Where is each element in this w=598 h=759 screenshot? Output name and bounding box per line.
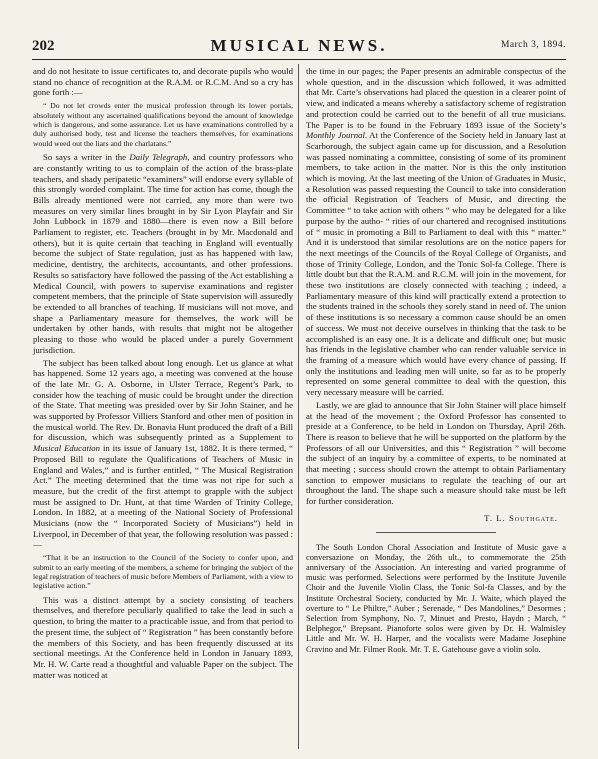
page-number: 202 <box>32 38 55 54</box>
issue-date: March 3, 1894. <box>500 40 566 50</box>
paragraph: The subject has been talked about long enough. Let us glance at what has happened. Some 12 years ago, a meeting was convened at the house of the late Mr. G. A. Osborne, in Ulster Terrace, Regent’s Park, to consider how the teaching of music could be brought under the direction of the State. That meeting was presided over by Sir John Stainer, and he was supported by Professor Villiers Stanford and other men of position in the musical world. The Rev. Dr. Bonavia Hunt produced the draft of a Bill for discussion, which was subsequently printed as a Supplement to Musical Education in its issue of January 1st, 1882. It is there termed, “ Proposed Bill to regulate the Qualifications of Teachers of Music in England and Wales,” and is further entitled, “ The Musical Registration Act.” The meeting determined that the time was not ripe for such a measure, but the credit of the first attempt to grapple with the subject must be assigned to Dr. Hunt, at that time Warden of Trinity College, London. In 1882, at a meeting of the National Society of Professional Musicians (now the “ Incorporated Society of Musicians”) held in Liverpool, in December of that year, the following resolution was passed :— <box>33 357 293 550</box>
section-divider <box>376 532 496 533</box>
paragraph: and do not hesitate to issue certificates to, and decorate pupils who would stand no chance of recognition at the R.A.M. or R.C.M. And so a cry has gone forth :— <box>33 66 293 98</box>
publication-name: Daily Telegraph <box>129 152 188 163</box>
paragraph: the time in our pages; the Paper presents an admirable conspectus of the whole question, and in the discussion which followed, it was admitted that Mr. Carte’s observations had placed the question in a clearer point of view, and indicated a means whereby a satisfactory scheme of registration and protection could be carried out to the benefit of all true musicians. The Paper is to be found in the February 1893 issue of the Society’s Monthly Journal. At the Conference of the Society held in January last at Scarborough, the subject again came up for discussion, and a Resolution was passed nominating a committee, consisting of some of its prominent members, to take action in the matter. Nor is this the only institution which is moving. At the last meeting of the Union of Graduates in Music, a Resolution was passed requesting the Council to take into consideration the official Registration of Teachers of Music, and directing the Committee “ to take action with others “ who may be delegated for a like purpose by the autho- “ rities of our chartered and recognised institutions of “ music in promoting a Bill to Parliament to deal with this “ matter.” And it is understood that similar resolutions are on the notice papers for the next meetings of the Councils of the Royal College of Organists, and those of Trinity College, London, and the Tonic Sol-fa College. There is little doubt but that the R.A.M. and R.C.M. will join in the movement, for these two institutions are closely connected with teaching ; indeed, a Parliamentary measure of this kind will practically extend a protection to the students trained in the schools they sorely stand in need of. The union of these institutions is so necessary a common cause should be an omen of success. We must not deceive ourselves in thinking that the task to be accomplished is an easy one. It is a delicate and difficult one; but music has friends in the legislative chamber who can render valuable service in the framing of a measure which would have every chance of passing. If only the institutions and leading men will unite, so far as to be properly represented on some general committee to deal with the question, this very necessary measure will be carried. <box>306 66 566 398</box>
paragraph: Lastly, we are glad to announce that Sir John Stainer will place himself at the head of the movement ; the Oxford Professor has consented to preside at a Conference, to be held in London on Thursday, April 26th. There is reason to believe that he will be supported on the platform by the Professors of all our Universities, and this “ Registration ” will become the subject of an inquiry by a committee of experts, to be nominated at that meeting ; success should crown the attempt to obtain Parliamentary sanction to empower musicians to regulate the teaching of our art throughout the land. The shape such a measure should take must be left for further consideration. <box>306 399 566 507</box>
publication-name: Musical Education <box>33 443 101 454</box>
quotation: “That it be an instruction to the Council of the Society to confer upon, and submit to an early meeting of the members, a scheme for bringing the subject of the legal registration of teachers of music before Members of Parliament, with a view to legislative action.” <box>33 553 293 591</box>
quotation: “ Do not let crowds enter the musical profession through its lower portals, absolutely without any ascertained qualifications beyond the amount of knowledge which is dangerous, and some assurance. Let us have examinations controlled by a duly authorised body, test and license the teachers themselves, for examinations would weed out the liars and the charlatans.” <box>33 101 293 148</box>
header-rule <box>32 59 566 60</box>
right-column <box>306 66 566 657</box>
page-header <box>32 36 566 58</box>
column-divider <box>298 64 299 749</box>
publication-name: Monthly Journal <box>306 130 365 141</box>
paragraph: This was a distinct attempt by a society consisting of teachers themselves, and therefore peculiarly qualified to take the lead in such a question, to bring the matter to a practicable issue, and from that period to the present time, the subject of “ Registration ” has been constantly before the members of this Society, and has been frequently discussed at its sectional meetings. At the Conference held in London in January 1893, Mr. H. W. Carte read a thoughtful and valuable Paper on the subject. The matter was noticed at <box>33 594 293 680</box>
left-column <box>33 66 293 682</box>
paragraph: So says a writer in the Daily Telegraph, and country professors who are constantly writing to us to complain of the action of the brass-plate teachers, and shady peripatetic “examiners” will endorse every syllable of this strongly worded complaint. The time for action has come, though the Bills already mentioned were not carried, any more than were two measures on very similar lines brought in by Sir Lyon Playfair and Sir John Lubbock in 1879 and 1880—there is even now a Bill before Parliament to register, etc. Teachers (brought in by Mr. Macdonald and others), but it is quite certain that teaching in England will eventually become the subject of State regulation, just as has happened with law, medicine, dentistry, the architects, accountants, and other professions. Results so satisfactory have followed the passing of the Act establishing a Medical Council, with powers to supervise examinations and register competent members, that the principle of State supervision will assuredly be extended to all branches of teaching. If musicians will not move, and shape a Parliamentary measure for themselves, the work will be undertaken by other hands, with results that might not be altogether pleasing to those who would be placed under a purely Government jurisdiction. <box>33 152 293 355</box>
author-signature: T. L. Southgate. <box>484 512 558 523</box>
news-item: The South London Choral Association and Institute of Music gave a conversazione on Monday, the 26th ult., to commemorate the 25th anniversary of the Association. An interesting and varied programme of music was performed. Selections were performed by the Institute Juvenile Choir and the Juvenile Violin Class, the Tonic Sol-fa Classes, and by the Institute Orchestral Society, conducted by Mr. J. Waite, which played the overture to “ Le Philtre,” Auber ; Serenade, “ Des Mandolines,” Desormes ; Selection from Symphony, No. 7, Minuet and Presto, Haydn ; March, “ Belphegor,” Brepsant. Pianoforte solos were given by Dr. H. Walmisley Little and Mr. W. H. Harper, and the vocalists were Madame Josephine Cravino and Mr. Filmer Rook. Mr. T. E. Gatehouse gave a violin solo. <box>306 542 566 654</box>
publication-title: MUSICAL NEWS. <box>210 36 388 55</box>
